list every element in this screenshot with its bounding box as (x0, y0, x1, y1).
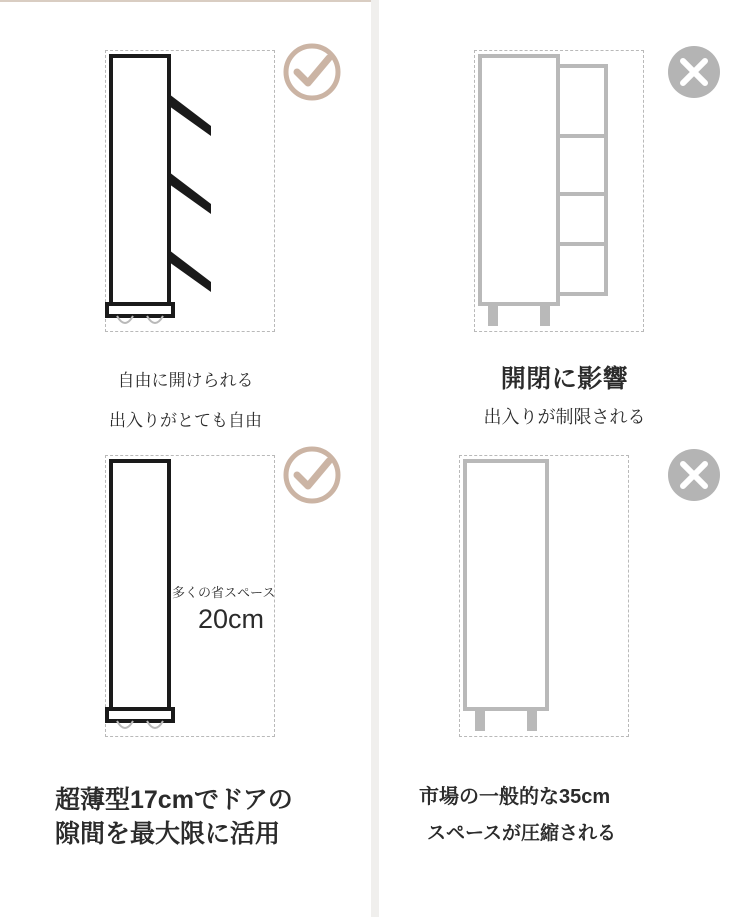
cross-icon (664, 42, 724, 102)
cross-icon (664, 445, 724, 505)
left-panel (0, 0, 371, 917)
check-icon (282, 42, 342, 102)
right-panel (379, 0, 750, 917)
cross-badge-2 (664, 445, 724, 505)
wide-cabinet-depth-illustration (459, 453, 679, 753)
cell-slim-shelf-depth (0, 442, 371, 917)
check-icon (282, 445, 342, 505)
cell-wide-cabinet-door-blocked (379, 0, 750, 442)
caption-restricted-access: 出入りが制限される (483, 407, 646, 427)
check-badge-2 (282, 445, 342, 505)
cell-slim-shelf-door-open (0, 0, 371, 442)
caption-market-standard: 市場の一般的な35cm (419, 786, 611, 808)
caption-affects-opening: 開閉に影響 (500, 365, 629, 393)
caption-maximize-gap: 隙間を最大限に活用 (55, 820, 281, 848)
caption-space-compressed: スペースが圧縮される (427, 823, 617, 844)
cell-wide-cabinet-depth (379, 442, 750, 917)
check-badge (282, 42, 342, 102)
dimension-value: 20cm (198, 604, 265, 634)
caption-free-access: 出入りがとても自由 (109, 411, 262, 430)
cross-badge (664, 42, 724, 102)
slim-shelf-depth-illustration (105, 453, 305, 753)
caption-open-freely: 自由に開けられる (117, 371, 254, 390)
caption-ultra-slim: 超薄型17cmでドアの (55, 786, 293, 814)
dimension-label: 多くの省スペース (172, 585, 276, 600)
